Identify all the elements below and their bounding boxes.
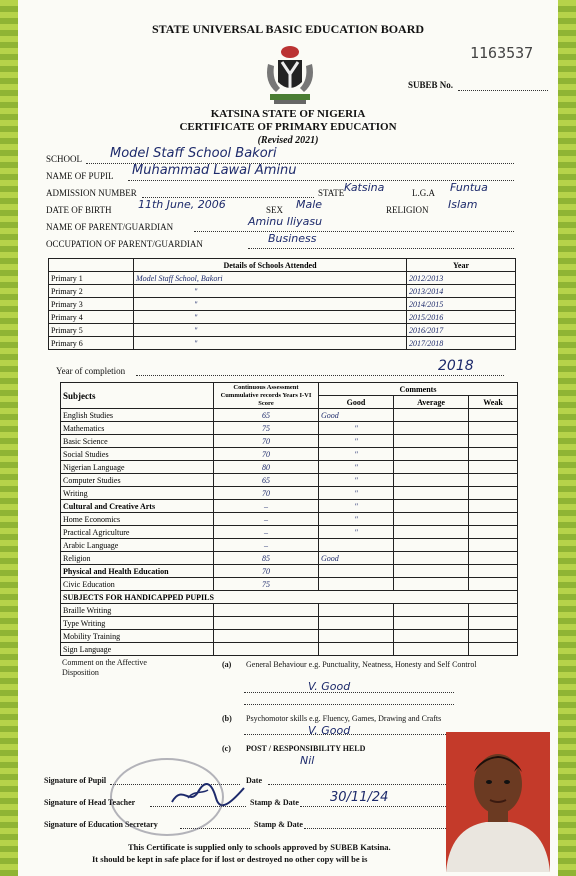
head-teacher-signature-label: Signature of Head Teacher xyxy=(44,798,136,807)
revised-note: (Revised 2021) xyxy=(257,135,319,146)
average-cell xyxy=(394,565,469,578)
score-cell: 75 xyxy=(214,422,319,435)
school-cell: " xyxy=(134,337,407,350)
year-cell: 2012/2013 xyxy=(407,272,516,285)
lga-label: L.G.A xyxy=(412,188,435,198)
school-cell: " xyxy=(134,311,407,324)
table-row xyxy=(61,565,518,578)
good-cell: " xyxy=(319,513,394,526)
religion-label: RELIGION xyxy=(386,205,429,215)
handicapped-header: SUBJECTS FOR HANDICAPPED PUPILS xyxy=(61,591,518,604)
state-heading: KATSINA STATE OF NIGERIA xyxy=(210,108,366,120)
comments-header: Comments xyxy=(319,383,518,396)
good-cell: " xyxy=(319,435,394,448)
weak-header: Weak xyxy=(469,396,518,409)
parent-line xyxy=(194,221,514,232)
table-row xyxy=(61,448,518,461)
lga-value: Funtua xyxy=(450,181,488,194)
table-row xyxy=(61,617,518,630)
schools-header: Details of Schools Attended xyxy=(134,259,407,272)
score-cell: – xyxy=(214,513,319,526)
post-value: Nil xyxy=(300,754,315,767)
board-title: STATE UNIVERSAL BASIC EDUCATION BOARD xyxy=(151,22,425,36)
stamp-date-line-2 xyxy=(304,820,450,829)
table-row xyxy=(61,487,518,500)
score-cell: 70 xyxy=(214,435,319,448)
good-cell: " xyxy=(319,422,394,435)
admission-line xyxy=(142,187,314,198)
score-cell: – xyxy=(214,526,319,539)
school-cell: " xyxy=(134,298,407,311)
year-cell: 2017/2018 xyxy=(407,337,516,350)
footer-line-2: It should be kept in safe place for if lost or destroyed no other copy will be is xyxy=(92,854,368,864)
subeb-no-label: SUBEB No. xyxy=(408,80,454,90)
year-header: Year xyxy=(407,259,516,272)
average-header: Average xyxy=(394,396,469,409)
subject-cell: Practical Agriculture xyxy=(61,526,214,539)
parent-label: NAME OF PARENT/GUARDIAN xyxy=(46,222,174,232)
table-row xyxy=(61,643,518,656)
dob-value: 11th June, 2006 xyxy=(138,198,226,211)
good-cell: " xyxy=(319,448,394,461)
subject-cell: Computer Studies xyxy=(61,474,214,487)
table-row xyxy=(49,272,516,285)
average-cell xyxy=(394,526,469,539)
table-row xyxy=(49,324,516,337)
occupation-label: OCCUPATION OF PARENT/GUARDIAN xyxy=(46,239,203,249)
good-cell: " xyxy=(319,461,394,474)
psychomotor-line xyxy=(244,728,454,735)
psychomotor-label: Psychomotor skills e.g. Fluency, Games, Drawing and Crafts xyxy=(246,714,442,723)
table-row xyxy=(61,461,518,474)
table-row xyxy=(61,500,518,513)
good-cell: " xyxy=(319,526,394,539)
table-row xyxy=(61,539,518,552)
average-cell xyxy=(394,422,469,435)
average-cell xyxy=(394,552,469,565)
post-label: POST / RESPONSIBILITY HELD xyxy=(246,744,366,753)
primary-label: Primary 3 xyxy=(49,298,134,311)
score-header: Continuous Assessment Cummulative records Years I-VI Score xyxy=(214,383,319,409)
state-value: Katsina xyxy=(344,181,385,194)
subject-cell: Social Studies xyxy=(61,448,214,461)
table-row xyxy=(49,285,516,298)
table-row xyxy=(61,513,518,526)
score-cell: 65 xyxy=(214,409,319,422)
score-cell: 65 xyxy=(214,474,319,487)
sex-value: Male xyxy=(296,198,323,211)
pupil-label: NAME OF PUPIL xyxy=(46,171,114,181)
comment-b-marker: (b) xyxy=(222,714,232,723)
school-cell: " xyxy=(134,285,407,298)
secretary-signature-label: Signature of Education Secretary xyxy=(44,820,158,829)
subject-cell: Physical and Health Education xyxy=(61,565,214,578)
average-cell xyxy=(394,513,469,526)
coat-of-arms-icon xyxy=(258,42,322,106)
subeb-no-line xyxy=(458,80,548,91)
serial-number: 1163537 xyxy=(470,44,534,62)
pupil-photo xyxy=(446,732,550,872)
good-cell: " xyxy=(319,500,394,513)
average-cell xyxy=(394,461,469,474)
subject-cell: Arabic Language xyxy=(61,539,214,552)
score-cell: 80 xyxy=(214,461,319,474)
dob-label: DATE OF BIRTH xyxy=(46,205,112,215)
primary-label: Primary 5 xyxy=(49,324,134,337)
footer-line-1: This Certificate is supplied only to schools approved by SUBEB Katsina. xyxy=(128,842,391,852)
general-behaviour-label: General Behaviour e.g. Punctuality, Neatness, Honesty and Self Control xyxy=(246,660,477,669)
psychomotor-value: V. Good xyxy=(308,724,351,737)
certificate-paper xyxy=(18,0,558,876)
parent-value: Aminu Iliyasu xyxy=(248,215,323,228)
good-header: Good xyxy=(319,396,394,409)
school-stamp-icon xyxy=(110,758,224,836)
score-cell: – xyxy=(214,500,319,513)
subject-cell: Cultural and Creative Arts xyxy=(61,500,214,513)
score-cell: 70 xyxy=(214,565,319,578)
average-cell xyxy=(394,409,469,422)
general-behaviour-value: V. Good xyxy=(308,680,351,693)
stamp-date-label-2: Stamp & Date xyxy=(254,820,303,829)
average-cell xyxy=(394,539,469,552)
table-row xyxy=(49,298,516,311)
subject-cell: Mobility Training xyxy=(61,630,214,643)
religion-value: Islam xyxy=(448,198,478,211)
state-label: STATE xyxy=(318,188,345,198)
score-cell: – xyxy=(214,539,319,552)
pupil-signature-label: Signature of Pupil xyxy=(44,776,107,785)
stamp-date-label: Stamp & Date xyxy=(250,798,299,807)
subjects-table xyxy=(60,382,518,656)
sex-label: SEX xyxy=(266,205,284,215)
table-row xyxy=(61,435,518,448)
subject-cell: Basic Science xyxy=(61,435,214,448)
good-cell: Good xyxy=(319,552,394,565)
comment-a-marker: (a) xyxy=(222,660,232,669)
table-row xyxy=(61,409,518,422)
behaviour-line-2 xyxy=(244,698,454,705)
average-cell xyxy=(394,578,469,591)
table-row xyxy=(61,422,518,435)
completion-value: 2018 xyxy=(438,358,474,374)
primary-label: Primary 6 xyxy=(49,337,134,350)
subject-cell: Sign Language xyxy=(61,643,214,656)
year-cell: 2015/2016 xyxy=(407,311,516,324)
subject-cell: Nigerian Language xyxy=(61,461,214,474)
average-cell xyxy=(394,448,469,461)
score-cell: 70 xyxy=(214,487,319,500)
behaviour-line-1 xyxy=(244,686,454,693)
subject-cell: Braille Writing xyxy=(61,604,214,617)
good-cell: " xyxy=(319,487,394,500)
good-cell xyxy=(319,539,394,552)
occupation-value: Business xyxy=(268,232,317,245)
subject-cell: English Studies xyxy=(61,409,214,422)
score-cell: 70 xyxy=(214,448,319,461)
year-cell: 2013/2014 xyxy=(407,285,516,298)
affective-label: Comment on the Affective Disposition xyxy=(62,658,147,677)
pupil-portrait-icon xyxy=(446,732,550,872)
good-cell: Good xyxy=(319,409,394,422)
stamp-date-value: 30/11/24 xyxy=(330,790,389,805)
table-row xyxy=(61,552,518,565)
score-cell: 75 xyxy=(214,578,319,591)
subjects-header: Subjects xyxy=(61,383,214,409)
primary-label: Primary 2 xyxy=(49,285,134,298)
subject-cell: Mathematics xyxy=(61,422,214,435)
year-cell: 2014/2015 xyxy=(407,298,516,311)
table-row xyxy=(49,337,516,350)
table-row xyxy=(61,474,518,487)
table-row xyxy=(61,630,518,643)
subject-cell: Civic Education xyxy=(61,578,214,591)
average-cell xyxy=(394,487,469,500)
subject-cell: Home Economics xyxy=(61,513,214,526)
primary-label: Primary 4 xyxy=(49,311,134,324)
average-cell xyxy=(394,500,469,513)
good-cell: " xyxy=(319,474,394,487)
good-cell xyxy=(319,565,394,578)
school-label: SCHOOL xyxy=(46,154,83,164)
average-cell xyxy=(394,435,469,448)
good-cell xyxy=(319,578,394,591)
subject-cell: Type Writing xyxy=(61,617,214,630)
table-row xyxy=(61,578,518,591)
certificate-heading: CERTIFICATE OF PRIMARY EDUCATION xyxy=(179,121,397,133)
completion-label: Year of completion xyxy=(56,366,126,376)
primary-label: Primary 1 xyxy=(49,272,134,285)
subject-cell: Religion xyxy=(61,552,214,565)
average-cell xyxy=(394,474,469,487)
year-cell: 2016/2017 xyxy=(407,324,516,337)
score-cell: 85 xyxy=(214,552,319,565)
admission-label: ADMISSION NUMBER xyxy=(46,188,137,198)
schools-table xyxy=(48,258,516,350)
table-row xyxy=(61,604,518,617)
table-row xyxy=(49,311,516,324)
date-line xyxy=(268,776,448,785)
comment-c-marker: (c) xyxy=(222,744,231,753)
table-row xyxy=(61,526,518,539)
pupil-value: Muhammad Lawal Aminu xyxy=(132,163,297,178)
school-value: Model Staff School Bakori xyxy=(110,146,277,161)
date-label: Date xyxy=(246,776,262,785)
subject-cell: Writing xyxy=(61,487,214,500)
school-cell: Model Staff School, Bakori xyxy=(134,272,407,285)
school-cell: " xyxy=(134,324,407,337)
